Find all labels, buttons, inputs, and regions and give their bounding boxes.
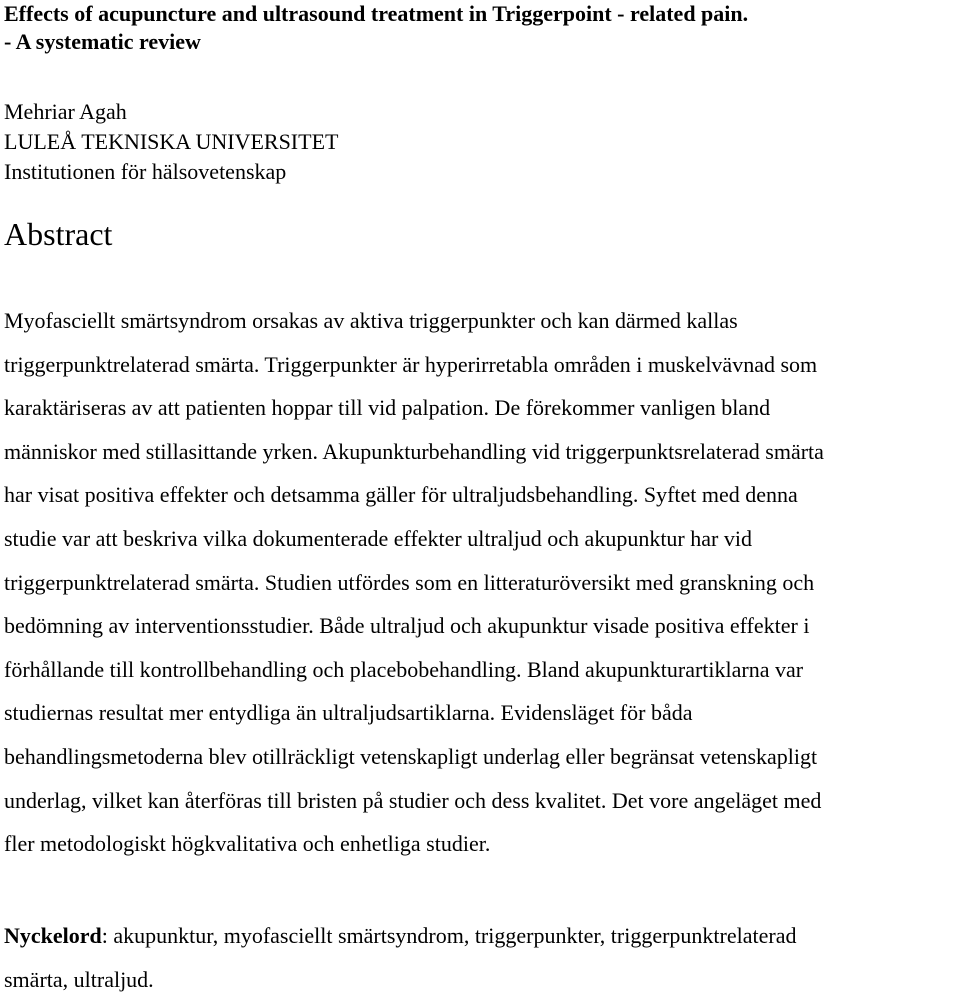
abstract-line: har visat positiva effekter och detsamma gäller för ultraljudsbehandling. Syftet med denna — [4, 482, 798, 508]
author-block — [4, 97, 954, 187]
university-name: LULEÅ TEKNISKA UNIVERSITET — [4, 129, 339, 154]
abstract-body — [4, 299, 956, 866]
keywords-text-1: : akupunktur, myofasciellt smärtsyndrom, triggerpunkter, triggerpunktrelaterad — [101, 923, 797, 948]
abstract-line: studiernas resultat mer entydliga än ultraljudsartiklarna. Evidensläget för båda — [4, 700, 693, 726]
abstract-line: karaktäriseras av att patienten hoppar till vid palpation. De förekommer vanligen bland — [4, 395, 771, 421]
abstract-line: Myofasciellt smärtsyndrom orsakas av aktiva triggerpunkter och kan därmed kallas — [4, 308, 738, 333]
department-name: Institutionen för hälsovetenskap — [4, 159, 287, 184]
abstract-line: triggerpunktrelaterad smärta. Triggerpunkter är hyperirretabla områden i muskelvävnad som — [4, 351, 818, 377]
paper-title — [4, 0, 954, 56]
abstract-line: underlag, vilket kan återföras till bristen på studier och dess kvalitet. Det vore angeläget med — [4, 787, 822, 813]
author-name: Mehriar Agah — [4, 99, 127, 124]
abstract-line: förhållande till kontrollbehandling och placebobehandling. Bland akupunkturartiklarna var — [4, 656, 804, 682]
abstract-line: behandlingsmetoderna blev otillräckligt vetenskapligt underlag eller begränsat vetenskapligt — [4, 743, 818, 769]
abstract-line: människor med stillasittande yrken. Akupunkturbehandling vid triggerpunktsrelaterad smärta — [4, 438, 824, 464]
keywords-section — [4, 914, 956, 1001]
abstract-line: studie var att beskriva vilka dokumenterade effekter ultraljud och akupunktur har vid — [4, 525, 752, 551]
abstract-heading: Abstract — [4, 216, 113, 252]
keywords-line-1 — [4, 914, 956, 958]
title-line-1: Effects of acupuncture and ultrasound treatment in Triggerpoint - related pain. — [4, 1, 749, 26]
keywords-label: Nyckelord — [4, 923, 102, 948]
title-line-2: - A systematic review — [4, 29, 201, 54]
abstract-line: triggerpunktrelaterad smärta. Studien utfördes som en litteraturöversikt med granskning och — [4, 569, 815, 595]
abstract-line: bedömning av interventionsstudier. Både ultraljud och akupunktur visade positiva effekter i — [4, 613, 810, 639]
keywords-text-2: smärta, ultraljud. — [4, 966, 154, 992]
abstract-line: fler metodologiskt högkvalitativa och enhetliga studier. — [4, 831, 491, 857]
